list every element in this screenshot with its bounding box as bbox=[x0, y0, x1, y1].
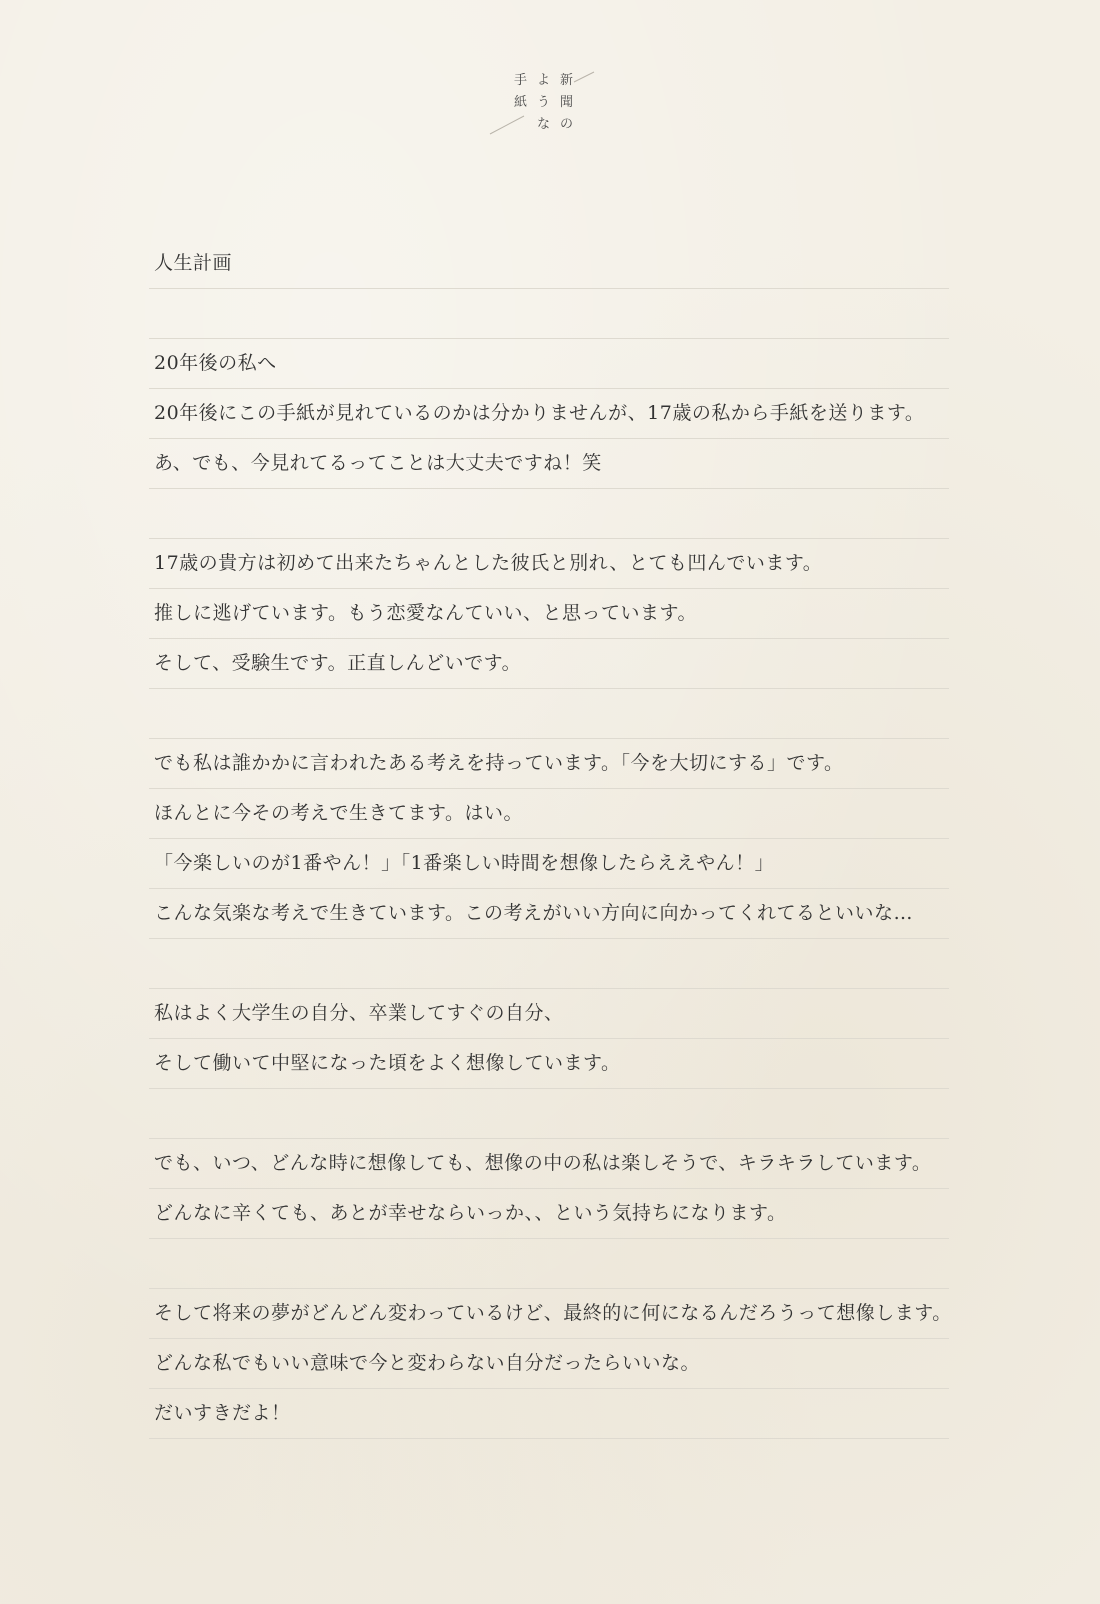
letter-line-blank bbox=[149, 1239, 949, 1289]
letter-line-blank bbox=[149, 1089, 949, 1139]
letter-line: こんな気楽な考えで生きています。この考えがいい方向に向かってくれてるといいな… bbox=[149, 889, 949, 939]
letter-line: でも私は誰かかに言われたある考えを持っています。「今を大切にする」です。 bbox=[149, 739, 949, 789]
site-logo[interactable] bbox=[514, 70, 594, 136]
logo-char: 新 bbox=[560, 73, 574, 88]
letter-line: 20年後にこの手紙が見れているのかは分かりませんが、17歳の私から手紙を送ります。 bbox=[149, 389, 949, 439]
letter-line: どんなに辛くても、あとが幸せならいっか、、という気持ちになります。 bbox=[149, 1189, 949, 1239]
letter-line-blank bbox=[149, 289, 949, 339]
letter-line: そして将来の夢がどんどん変わっているけど、最終的に何になるんだろうって想像します。 bbox=[149, 1289, 949, 1339]
letter-line: どんな私でもいい意味で今と変わらない自分だったらいいな。 bbox=[149, 1339, 949, 1389]
logo-char: 手 bbox=[514, 73, 528, 88]
letter-line: ほんとに今その考えで生きてます。はい。 bbox=[149, 789, 949, 839]
logo-char: 聞 bbox=[560, 95, 574, 110]
logo-column-3 bbox=[514, 70, 527, 114]
letter-body bbox=[149, 239, 952, 1439]
logo-char: の bbox=[560, 117, 574, 132]
letter-line: 私はよく大学生の自分、卒業してすぐの自分、 bbox=[149, 989, 949, 1039]
logo-char: 紙 bbox=[514, 95, 528, 110]
letter-line: そして、受験生です。正直しんどいです。 bbox=[149, 639, 949, 689]
letter-line: でも、いつ、どんな時に想像しても、想像の中の私は楽しそうで、キラキラしています。 bbox=[149, 1139, 949, 1189]
letter-line: 20年後の私へ bbox=[149, 339, 949, 389]
letter-line: そして働いて中堅になった頃をよく想像しています。 bbox=[149, 1039, 949, 1089]
logo-column-1 bbox=[560, 70, 573, 136]
logo-char: う bbox=[537, 95, 551, 110]
logo-char: な bbox=[537, 117, 551, 132]
letter-line: あ、でも、今見れてるってことは大丈夫ですね！笑 bbox=[149, 439, 949, 489]
letter-line: 推しに逃げています。もう恋愛なんていい、と思っています。 bbox=[149, 589, 949, 639]
letter-line: だいすきだよ！ bbox=[149, 1389, 949, 1439]
letter-title: 人生計画 bbox=[149, 239, 949, 289]
letter-line: 17歳の貴方は初めて出来たちゃんとした彼氏と別れ、とても凹んでいます。 bbox=[149, 539, 949, 589]
letter-line-blank bbox=[149, 689, 949, 739]
logo-column-2 bbox=[537, 70, 550, 136]
logo-char: よ bbox=[537, 73, 551, 88]
letter-line-blank bbox=[149, 939, 949, 989]
letter-line: 「今楽しいのが1番やん！」「1番楽しい時間を想像したらええやん！」 bbox=[149, 839, 949, 889]
letter-line-blank bbox=[149, 489, 949, 539]
